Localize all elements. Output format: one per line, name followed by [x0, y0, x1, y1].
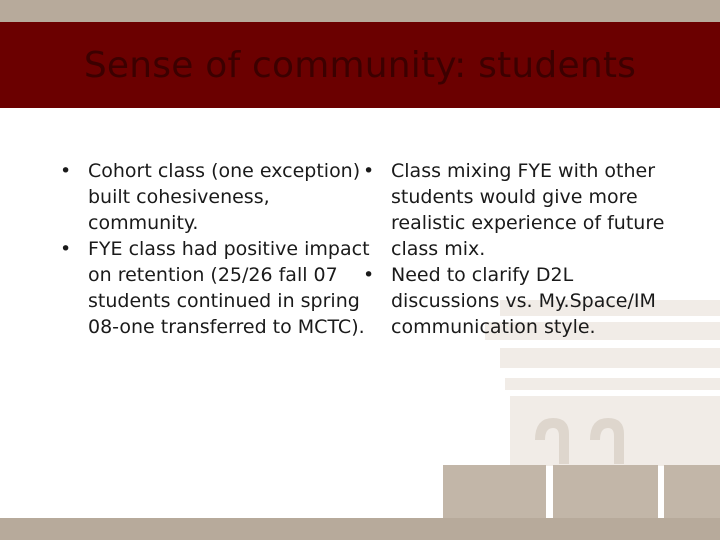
bullet-text: Cohort class (one exception) built cohesiveness, community.: [88, 160, 361, 234]
top-frame-strip: [0, 0, 720, 22]
left-bullet-column: [60, 158, 380, 340]
list-item: [60, 236, 380, 340]
decor-block-2: [553, 465, 658, 518]
right-bullet-column: [363, 158, 668, 340]
decor-block-1: [443, 465, 546, 518]
list-item: [363, 262, 668, 340]
list-item: [60, 158, 380, 236]
list-item: [363, 158, 668, 262]
bullet-icon: •: [363, 264, 375, 286]
bullet-text: Class mixing FYE with other students would give more realistic experience of future class mix.: [391, 160, 665, 260]
bullet-text: Need to clarify D2L discussions vs. My.Space/IM communication style.: [391, 264, 656, 338]
bullet-icon: •: [60, 160, 72, 182]
left-bullet-list: [60, 158, 380, 340]
title-bar: [0, 22, 720, 108]
bullet-icon: •: [363, 160, 375, 182]
slide-title: Sense of community: students: [83, 44, 637, 86]
bullet-text: FYE class had positive impact on retention (25/26 fall 07 students continued in spring 08-one transferred to MCTC).: [88, 238, 370, 338]
bottom-frame-strip: [0, 518, 720, 540]
bullet-icon: •: [60, 238, 72, 260]
right-bullet-list: [363, 158, 668, 340]
decor-block-3: [664, 465, 720, 518]
